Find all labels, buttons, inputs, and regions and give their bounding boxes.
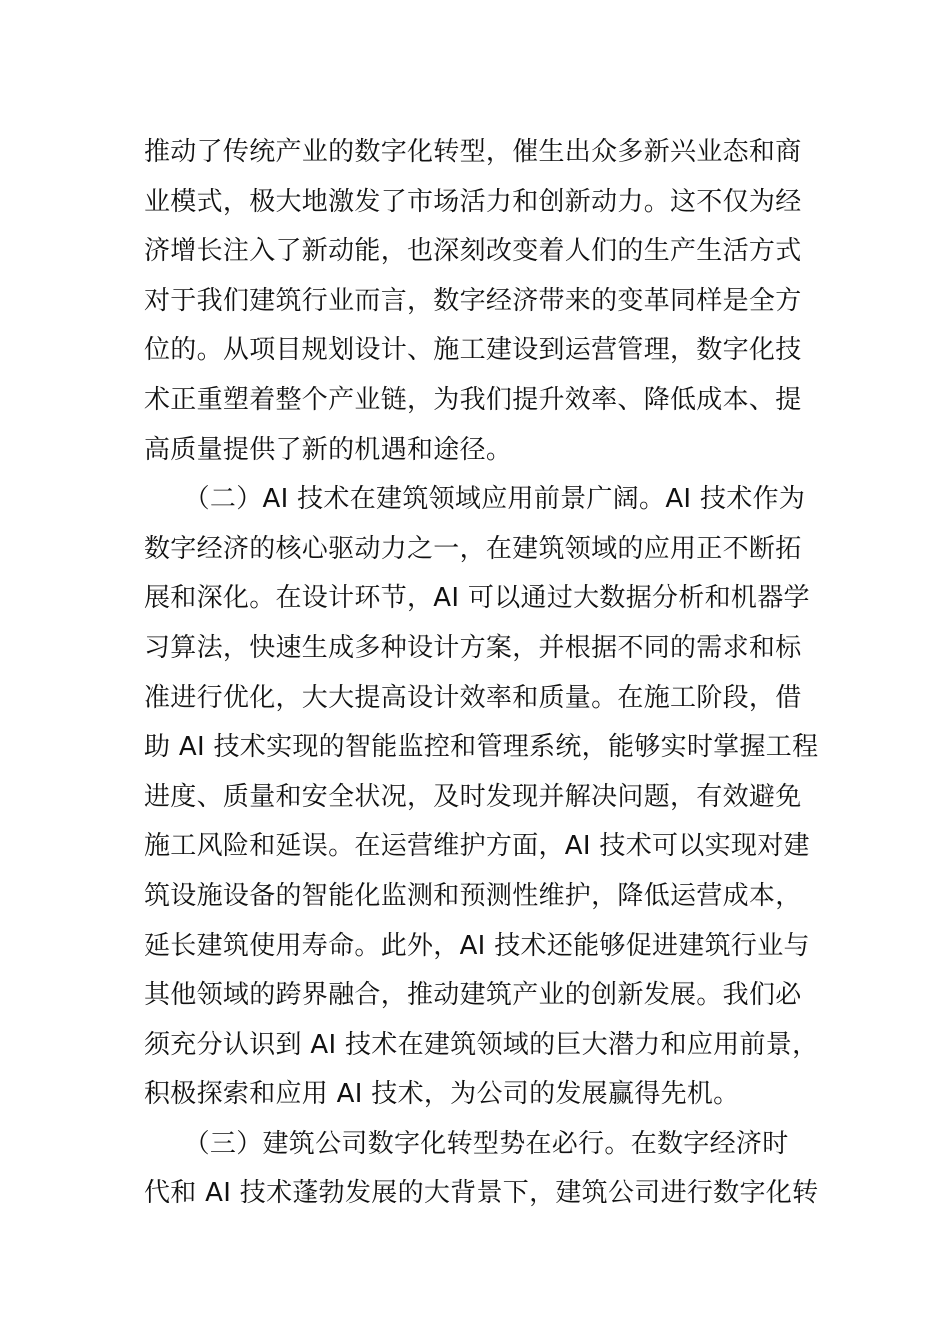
text-line: 积极探索和应用 AI 技术，为公司的发展赢得先机。 <box>144 1079 740 1110</box>
text-line: 进度、质量和安全状况，及时发现并解决问题，有效避免 <box>144 781 802 812</box>
text-line: 代和 AI 技术蓬勃发展的大背景下，建筑公司进行数字化转 <box>144 1178 819 1209</box>
text-line: 数字经济的核心驱动力之一，在建筑领域的应用正不断拓 <box>144 533 802 564</box>
text-line: 延长建筑使用寿命。此外，AI 技术还能够促进建筑行业与 <box>144 930 810 961</box>
document-body <box>144 128 824 1219</box>
text-line: 准进行优化，大大提高设计效率和质量。在施工阶段，借 <box>144 682 802 713</box>
section-heading-line: （三）建筑公司数字化转型势在必行。在数字经济时 <box>144 1128 789 1159</box>
text-line: 位的。从项目规划设计、施工建设到运营管理，数字化技 <box>144 335 802 366</box>
text-line: 展和深化。在设计环节，AI 可以通过大数据分析和机器学 <box>144 583 810 614</box>
text-line: 业模式，极大地激发了市场活力和创新动力。这不仅为经 <box>144 186 802 217</box>
section-heading-line: （二）AI 技术在建筑领域应用前景广阔。AI 技术作为 <box>144 484 806 515</box>
text-line: 筑设施设备的智能化监测和预测性维护，降低运营成本， <box>144 880 802 911</box>
text-line: 济增长注入了新动能，也深刻改变着人们的生产生活方式 <box>144 236 802 267</box>
text-line: 对于我们建筑行业而言，数字经济带来的变革同样是全方 <box>144 285 802 316</box>
text-line: 术正重塑着整个产业链，为我们提升效率、降低成本、提 <box>144 384 802 415</box>
text-line: 推动了传统产业的数字化转型，催生出众多新兴业态和商 <box>144 137 802 167</box>
text-line: 须充分认识到 AI 技术在建筑领域的巨大潜力和应用前景， <box>144 1029 819 1060</box>
text-line: 施工风险和延误。在运营维护方面，AI 技术可以实现对建 <box>144 831 810 862</box>
text-line: 高质量提供了新的机遇和途径。 <box>144 434 513 465</box>
text-line: 习算法，快速生成多种设计方案，并根据不同的需求和标 <box>144 632 802 663</box>
text-line: 其他领域的跨界融合，推动建筑产业的创新发展。我们必 <box>144 980 802 1011</box>
text-line: 助 AI 技术实现的智能监控和管理系统，能够实时掌握工程 <box>144 732 819 763</box>
